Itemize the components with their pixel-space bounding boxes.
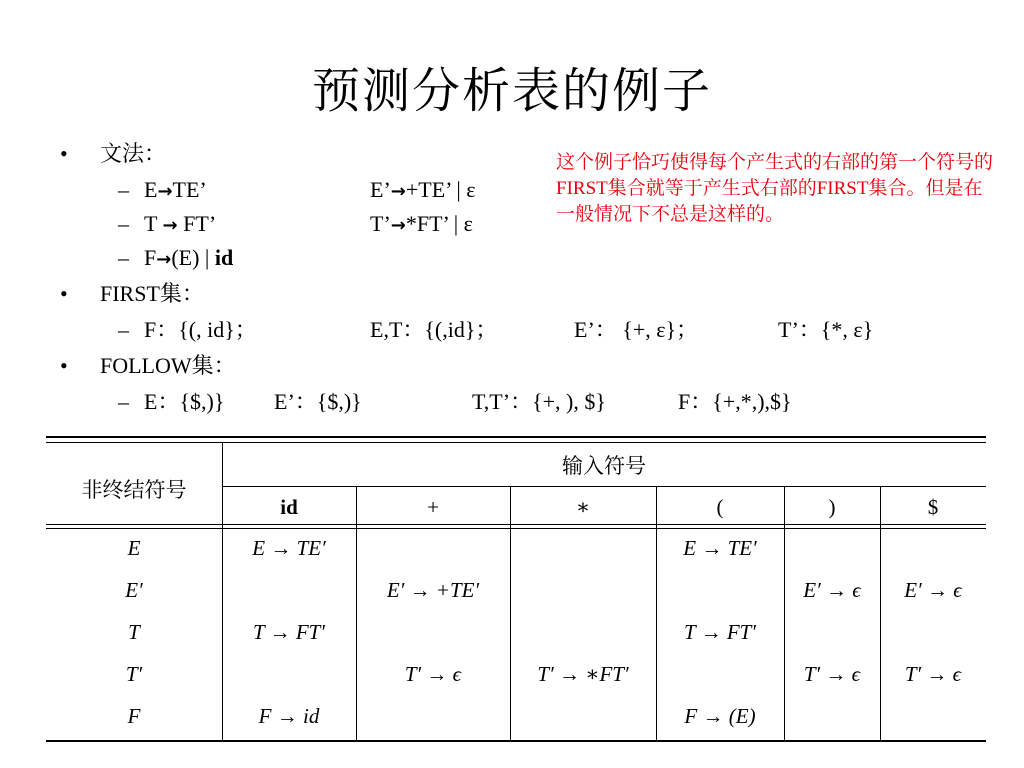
table-rule-group (222, 486, 986, 487)
follow-item-f: F：{+,*,),$} (678, 389, 792, 414)
rule-1-right2: +TE’ | ε (405, 177, 476, 202)
follow-label: FOLLOW集： (100, 353, 236, 378)
table-rule-header2 (46, 528, 986, 529)
follow-item-tt: T,T’：{+, ), $} (472, 389, 606, 414)
rule-2-left2: T’ (370, 211, 391, 236)
table-cell: E → TE′ (252, 536, 326, 560)
rule-1-left: E (144, 177, 158, 202)
table-rule-top (46, 436, 986, 438)
rule-2-right: FT’ (177, 211, 217, 236)
first-item-et: E,T：{(,id}； (370, 317, 498, 342)
row-header: 非终结符号 (81, 478, 187, 502)
row-nonterminal: E′ (125, 578, 143, 602)
column-header-plus: + (427, 495, 439, 519)
rule-2-left: T (144, 211, 163, 236)
rule-2-right2: *FT’ | ε (405, 211, 473, 236)
dash-icon: – (118, 177, 129, 202)
table-cell: F → id (258, 704, 320, 728)
table-cell: F → (E) (684, 704, 756, 728)
arrow-icon: → (390, 215, 406, 236)
bullet-icon: • (60, 281, 68, 306)
dash-icon: – (118, 389, 129, 414)
arrow-icon: → (157, 181, 173, 202)
column-header-id: id (280, 495, 298, 519)
table-cell: E′ → ϵ (904, 578, 962, 602)
table-rule-header (46, 524, 986, 525)
table-vline (784, 486, 785, 740)
table-cell: T → FT′ (684, 620, 756, 644)
first-label: FIRST集： (100, 281, 204, 306)
bullet-icon: • (60, 141, 68, 166)
rule-3-right: (E) | (171, 245, 215, 270)
rule-3-left: F (144, 245, 157, 270)
dash-icon: – (118, 245, 129, 270)
first-item-f: F：{(, id}； (144, 317, 257, 342)
table-vline (356, 486, 357, 740)
table-rule-top2 (46, 442, 986, 443)
table-cell: E′ → ϵ (803, 578, 861, 602)
first-item-t-prime: T’：{*, ε} (778, 317, 874, 342)
column-header-lparen: ( (716, 495, 724, 519)
table-rule-bottom (46, 740, 986, 742)
rule-1-left2: E’ (370, 177, 391, 202)
table-cell: E → TE′ (683, 536, 757, 560)
table-vline (510, 486, 511, 740)
arrow-icon: → (156, 249, 172, 270)
table-vline (222, 443, 223, 740)
dash-icon: – (118, 317, 129, 342)
column-header-star: ∗ (575, 495, 591, 519)
table-cell: T → FT′ (253, 620, 325, 644)
arrow-icon: → (162, 215, 178, 236)
table-cell: E′ → +TE′ (386, 578, 480, 602)
first-item-e-prime: E’： {+, ε}； (574, 317, 699, 342)
column-header-rparen: ) (828, 495, 836, 519)
follow-item-e: E：{$,)} (144, 389, 225, 414)
dash-icon: – (118, 211, 129, 236)
row-nonterminal: F (127, 704, 141, 728)
table-cell: T′ → ϵ (404, 662, 462, 686)
row-nonterminal: E (127, 536, 141, 560)
column-group-header: 输入符号 (562, 454, 646, 478)
column-header-dollar: $ (927, 495, 939, 519)
grammar-label: 文法： (100, 141, 167, 166)
slide-title: 预测分析表的例子 (311, 65, 712, 118)
row-nonterminal: T′ (125, 662, 143, 686)
table-cell: T′ → ϵ (803, 662, 861, 686)
row-nonterminal: T (128, 620, 140, 644)
table-cell: T′ → ∗FT′ (537, 662, 629, 686)
note-text: 这个例子恰巧使得每个产生式的右部的第一个符号的FIRST集合就等于产生式右部的FIRST集合。但是在一般情况下不总是这样的。 (556, 152, 994, 225)
rule-1-right: TE’ (172, 177, 207, 202)
table-cell: T′ → ϵ (904, 662, 962, 686)
rule-3-id: id (214, 245, 234, 270)
follow-item-e-prime: E’：{$,)} (274, 389, 362, 414)
arrow-icon: → (390, 181, 406, 202)
table-vline (880, 486, 881, 740)
bullet-icon: • (60, 353, 68, 378)
